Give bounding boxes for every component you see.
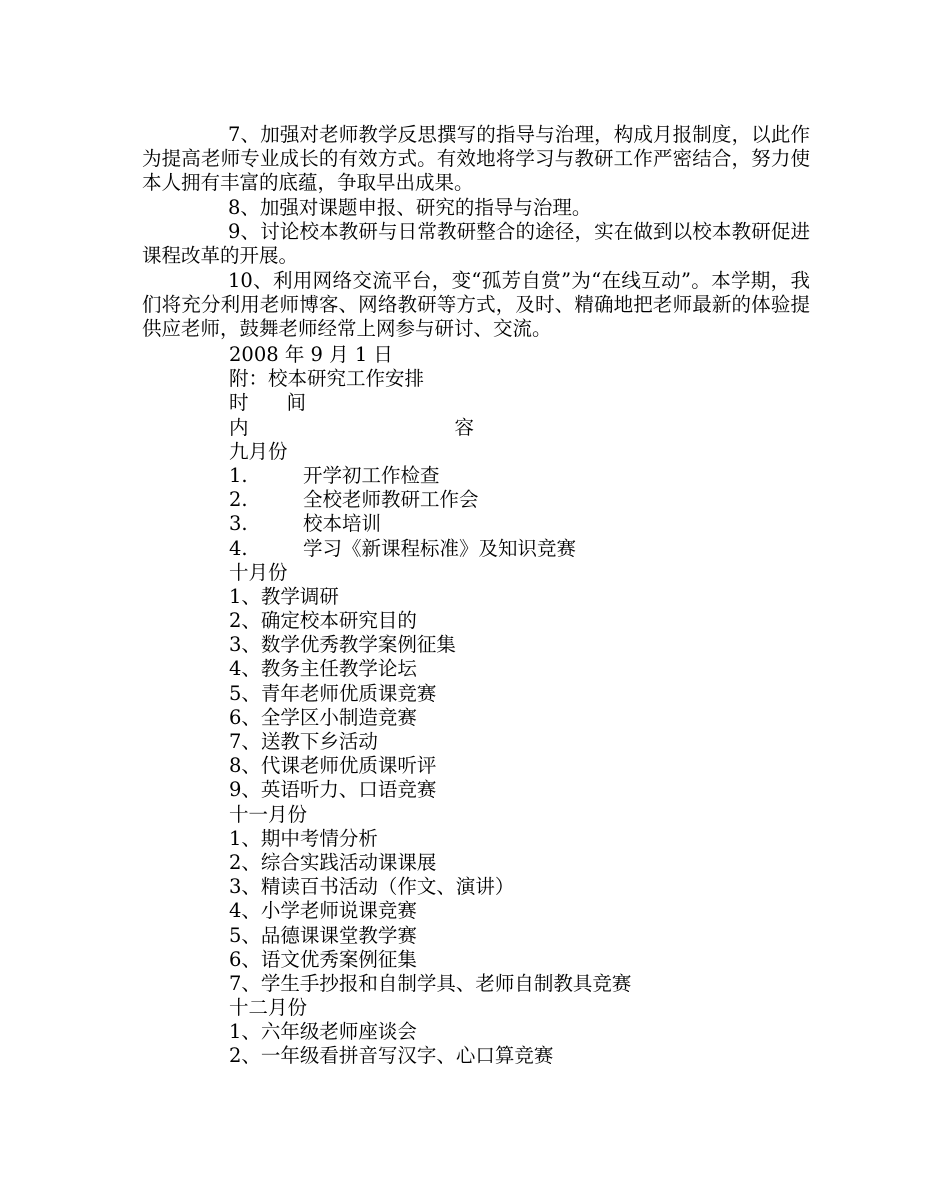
list-item: 9、英语听力、口语竞赛 [229,778,437,802]
item-text: 全校老师教研工作会 [303,488,479,512]
list-item [229,488,631,512]
appendix-title: 附：校本研究工作安排 [229,367,425,391]
paragraph-item-9: 9、讨论校本教研与日常教研整合的途径，实在做到以校本教研促进课程改革的开展。 [142,220,810,268]
item-number: 3. [229,512,248,536]
paragraph-item-7: 7、加强对老师教学反思撰写的指导与治理，构成月报制度，以此作为提高老师专业成长的有效方式。有效地将学习与教研工作严密结合，努力使本人拥有丰富的底蕴，争取早出成果。 [142,123,810,195]
list-item: 1、期中考情分析 [229,826,378,850]
item-text: 校本培训 [303,512,382,536]
list-item: 1、教学调研 [229,584,339,608]
header-content-char-1: 内 [229,415,249,439]
table-header-time [229,391,631,415]
header-time-char-1: 时 [229,391,249,415]
list-item: 6、全学区小制造竞赛 [229,705,417,729]
list-item: 4、小学老师说课竞赛 [229,899,417,923]
document-date: 2008 年 9 月 1 日 [229,343,393,366]
list-item: 4、教务主任教学论坛 [229,657,417,681]
paragraph-item-10: 10、利用网络交流平台，变“孤芳自赏”为“在线互动”。本学期，我们将充分利用老师博客、网络教研等方式，及时、精确地把老师最新的体验提供应老师，鼓舞老师经常上网参与研讨、交流。 [142,269,810,341]
paragraph-item-8: 8、加强对课题申报、研究的指导与治理。 [228,196,592,219]
list-item: 3、数学优秀教学案例征集 [229,633,456,657]
list-item [229,512,631,536]
month-label-september: 九月份 [229,439,288,463]
list-item: 3、精读百书活动（作文、演讲） [229,875,515,899]
list-item: 6、语文优秀案例征集 [229,947,417,971]
list-item: 1、六年级老师座谈会 [229,1020,417,1044]
list-item: 2、一年级看拼音写汉字、心口算竞赛 [229,1044,554,1068]
month-label-december: 十二月份 [229,996,308,1020]
header-content-char-2: 容 [454,415,475,439]
list-item: 7、送教下乡活动 [229,730,378,753]
list-item: 5、品德课课堂教学赛 [229,923,417,947]
item-number: 4. [229,536,248,560]
list-item: 2、确定校本研究目的 [229,609,417,633]
item-text: 开学初工作检查 [303,463,440,487]
item-number: 1. [229,463,248,487]
list-item [229,464,631,488]
month-label-october: 十月份 [229,560,288,584]
item-text: 学习《新课程标准》及知识竞赛 [303,536,577,560]
header-time-char-2: 间 [286,391,307,415]
item-number: 2. [229,488,248,512]
month-label-november: 十一月份 [229,802,308,826]
list-item: 7、学生手抄报和自制学具、老师自制教具竞赛 [229,971,632,995]
list-item: 2、综合实践活动课课展 [229,850,437,874]
list-item: 5、青年老师优质课竞赛 [229,681,437,705]
schedule-list [229,343,631,1069]
list-item [229,537,631,561]
list-item: 8、代课老师优质课听评 [229,754,437,778]
table-header-content [229,416,631,440]
